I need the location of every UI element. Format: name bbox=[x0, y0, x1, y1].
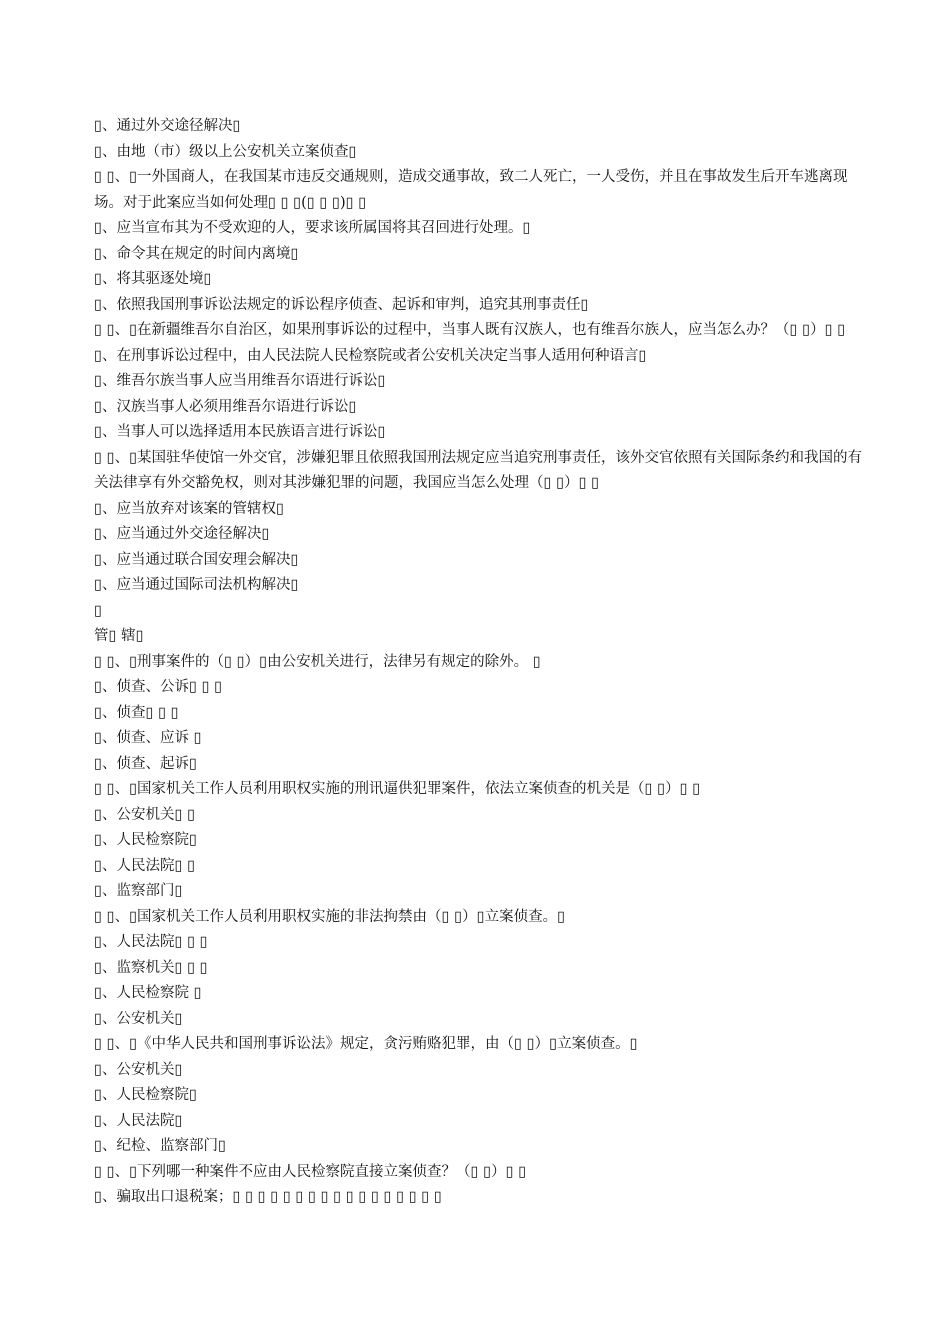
question-line: ▯ ▯、▯刑事案件的（▯ ▯）▯由公安机关进行，法律另有规定的除外。 ▯ bbox=[94, 653, 541, 670]
option-line: ▯、汉族当事人必须用维吾尔语进行诉讼▯ bbox=[94, 398, 357, 415]
option-line: ▯、侦查、起诉▯ bbox=[94, 755, 197, 772]
question-line: ▯ ▯、▯某国驻华使馆一外交官，涉嫌犯罪且依照我国刑法规定应当追究刑事责任，该外交官依照有关国际条约和我国的有关法律享有外交豁免权，则对其涉嫌犯罪的问题，我国应当怎么处理（▯ ▯）▯ ▯ bbox=[94, 449, 863, 491]
option-line: ▯、在刑事诉讼过程中，由人民法院人民检察院或者公安机关决定当事人适用何种语言▯ bbox=[94, 347, 647, 364]
question-line: ▯ ▯、▯国家机关工作人员利用职权实施的刑讯逼供犯罪案件，依法立案侦查的机关是（▯ ▯）▯ ▯ bbox=[94, 781, 701, 797]
option-line: ▯、人民检察院▯ bbox=[94, 1087, 197, 1103]
option-line: ▯、纪检、监察部门▯ bbox=[94, 1138, 226, 1154]
question-line: ▯ ▯、▯国家机关工作人员利用职权实施的非法拘禁由（▯ ▯）▯立案侦查。▯ bbox=[94, 908, 566, 925]
document-body bbox=[94, 114, 874, 1211]
option-line: ▯、将其驱逐处境▯ bbox=[94, 271, 212, 287]
option-line: ▯、公安机关▯ ▯ bbox=[94, 806, 196, 823]
question-line: ▯ ▯、▯在新疆维吾尔自治区，如果刑事诉讼的过程中，当事人既有汉族人，也有维吾尔族人，应当怎么办？（▯ ▯）▯ ▯ bbox=[94, 322, 846, 338]
option-line: ▯、应当放弃对该案的管辖权▯ bbox=[94, 500, 284, 517]
question-line: ▯ ▯、▯下列哪一种案件不应由人民检察院直接立案侦查？（▯ ▯）▯ ▯ bbox=[94, 1163, 527, 1180]
option-line: ▯、侦查▯ ▯ ▯ bbox=[94, 704, 179, 721]
option-line: ▯、监察部门▯ bbox=[94, 883, 183, 899]
option-line: ▯、侦查、应诉 ▯ bbox=[94, 730, 202, 746]
option-line: ▯、依照我国刑事诉讼法规定的诉讼程序侦查、起诉和审判，追究其刑事责任▯ bbox=[94, 296, 589, 313]
option-line: ▯、监察机关▯ ▯ ▯ bbox=[94, 959, 208, 976]
option-line: ▯、维吾尔族当事人应当用维吾尔语进行诉讼▯ bbox=[94, 373, 386, 389]
option-line: ▯、由地（市）级以上公安机关立案侦查▯ bbox=[94, 143, 357, 160]
option-line: ▯、人民法院▯ ▯ ▯ bbox=[94, 934, 208, 950]
option-line: ▯、公安机关▯ bbox=[94, 1061, 183, 1078]
option-line: ▯、公安机关▯ bbox=[94, 1010, 183, 1027]
option-line: ▯、骗取出口退税案；▯ ▯ ▯ ▯ ▯ ▯ ▯ ▯ ▯ ▯ ▯ ▯ ▯ ▯ ▯ ▯ ▯ bbox=[94, 1189, 442, 1205]
option-line: ▯、人民检察院▯ bbox=[94, 832, 197, 848]
option-line: ▯、人民法院▯ ▯ bbox=[94, 857, 196, 874]
option-line: ▯、命令其在规定的时间内离境▯ bbox=[94, 245, 299, 262]
option-line: ▯、应当通过联合国安理会解决▯ bbox=[94, 551, 299, 568]
option-line: ▯、人民检察院 ▯ bbox=[94, 985, 202, 1001]
option-line: ▯、人民法院▯ bbox=[94, 1112, 183, 1129]
section-heading: 管▯ 辖▯ bbox=[94, 628, 144, 644]
question-line: ▯ ▯、▯一外国商人，在我国某市违反交通规则，造成交通事故，致二人死亡，一人受伤，并且在事故发生后开车逃离现场。对于此案应当如何处理▯ ▯ ▯(▯ ▯ ▯)▯ ▯ bbox=[94, 169, 848, 211]
option-line: ▯、应当通过外交途径解决▯ bbox=[94, 526, 270, 542]
option-line: ▯、当事人可以选择适用本民族语言进行诉讼▯ bbox=[94, 424, 386, 440]
option-line: ▯、应当宣布其为不受欢迎的人，要求该所属国将其召回进行处理。▯ bbox=[94, 220, 531, 236]
blank-line: ▯ bbox=[94, 602, 102, 619]
option-line: ▯、通过外交途径解决▯ bbox=[94, 118, 241, 134]
option-line: ▯、侦查、公诉▯ ▯ ▯ bbox=[94, 679, 223, 695]
question-line: ▯ ▯、▯《中华人民共和国刑事诉讼法》规定，贪污贿赂犯罪，由（▯ ▯）▯立案侦查。▯ bbox=[94, 1036, 638, 1052]
option-line: ▯、应当通过国际司法机构解决▯ bbox=[94, 577, 299, 593]
